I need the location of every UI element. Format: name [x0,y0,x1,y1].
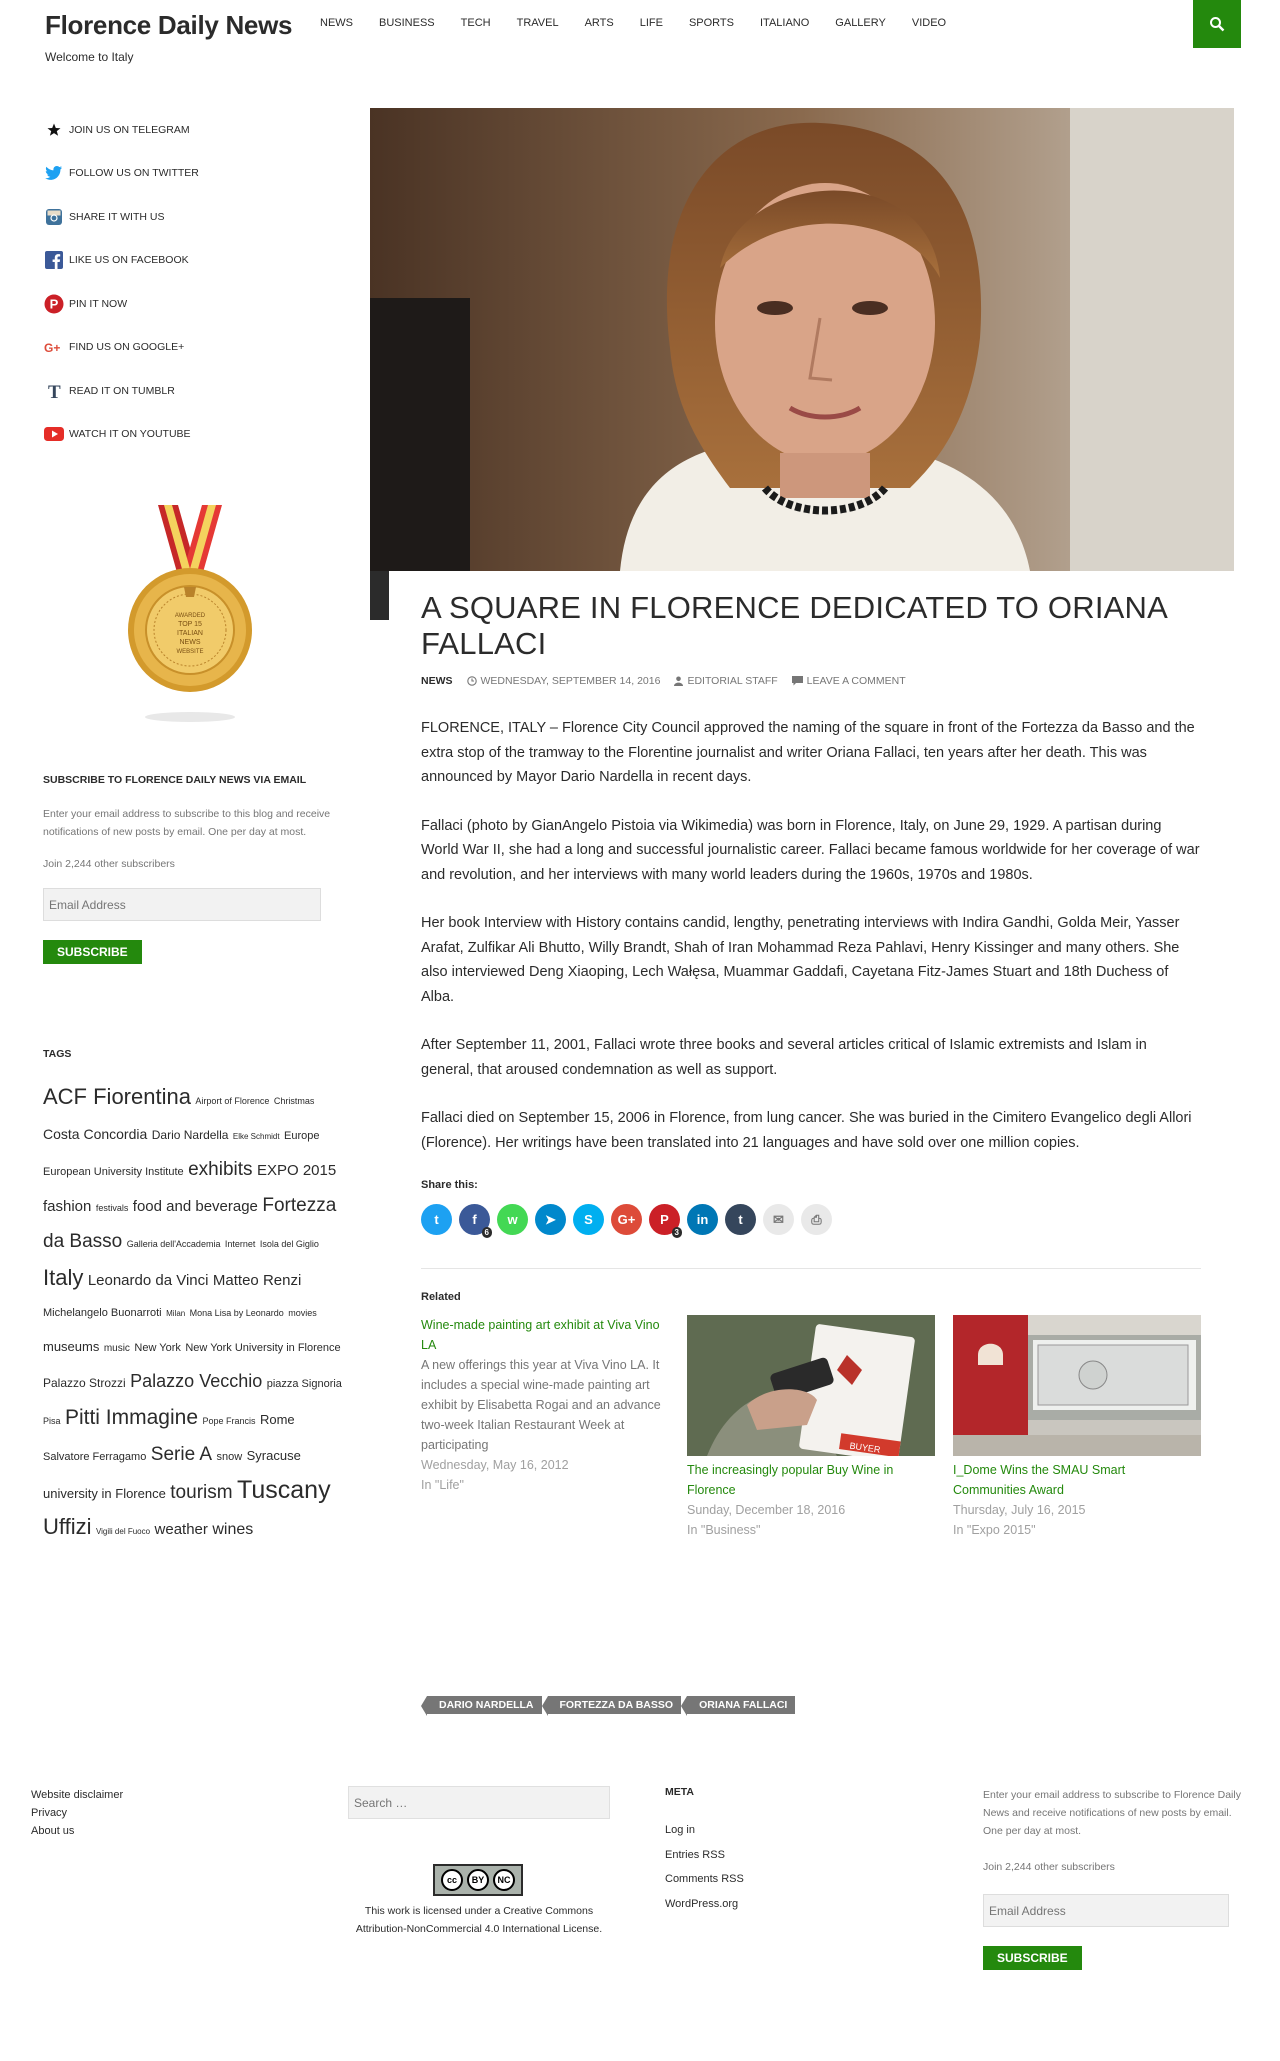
share-glyph: ➤ [545,1211,556,1227]
award-medal-image [120,505,260,725]
creative-commons-badge[interactable] [433,1864,523,1896]
related-post-context: In "Expo 2015" [953,1523,1036,1537]
share-buttons [421,1204,1201,1235]
tag-fortezza-da-basso[interactable]: FORTEZZA DA BASSO [548,1696,682,1714]
meta-entries-rss-link[interactable]: Entries RSS [665,1848,725,1861]
cc-by-icon: BY [467,1869,489,1891]
article-date: WEDNESDAY, SEPTEMBER 14, 2016 [480,675,661,687]
related-post-image[interactable] [953,1315,1201,1456]
related-label: Related [421,1291,461,1303]
tag-cloud-link[interactable]: New York University in Florence [185,1342,341,1354]
tag-cloud-link[interactable]: Europe [284,1130,320,1142]
svg-text:P: P [49,296,59,312]
tag-cloud-link[interactable]: Salvatore Ferragamo [43,1451,147,1463]
share-count: 3 [672,1227,682,1238]
related-post [687,1315,935,1540]
related-posts [421,1315,1201,1540]
tag-cloud-link[interactable]: Matteo Renzi [212,1272,302,1289]
tag-cloud-link[interactable]: Vigili del Fuoco [95,1527,151,1536]
article-paragraph: Fallaci died on September 15, 2006 in Florence, from lung cancer. She was buried in the Cimitero Evangelico degli Allori (Florence). Her writings have been translated into 21 languages and have sold over one million copies. [421,1110,1192,1151]
tag-cloud-link[interactable]: Tuscany [237,1476,331,1504]
share-glyph: w [507,1212,518,1227]
facebook-icon [44,250,64,270]
nav-life[interactable]: LIFE [639,17,663,29]
print-share-icon[interactable] [801,1204,832,1235]
tag-cloud-link[interactable]: movies [288,1308,317,1318]
site-description: Welcome to Italy [45,50,134,64]
medal-line-3: ITALIAN [177,630,203,637]
license-text: This work is licensed under a Creative Commons Attribution-NonCommercial 4.0 International License. [355,1905,603,1935]
email-share-icon[interactable] [763,1204,794,1235]
tag-oriana-fallaci[interactable]: ORIANA FALLACI [687,1696,795,1714]
share-glyph: G+ [617,1212,636,1227]
tag-cloud-link[interactable]: Airport of Florence [195,1096,270,1106]
nav-italiano[interactable]: ITALIANO [759,17,810,29]
article-title: A SQUARE IN FLORENCE DEDICATED TO ORIANA FALLACI [421,590,1167,661]
cc-icon: cc [441,1869,463,1891]
left-sidebar [44,108,344,456]
social-pinterest[interactable] [44,282,344,326]
share-glyph: t [434,1212,439,1227]
tags-widget-title: TAGS [43,1048,72,1060]
footer-subscribe-button[interactable]: SUBSCRIBE [983,1946,1082,1970]
tag-dario-nardella[interactable]: DARIO NARDELLA [427,1696,542,1714]
tag-cloud-link[interactable]: Leonardo da Vinci [87,1272,209,1289]
medal-line-5: WEBSITE [176,649,204,655]
tag-cloud-link[interactable]: Uffizi [43,1514,92,1539]
tag-cloud-link[interactable]: Mona Lisa by Leonardo [189,1308,284,1318]
social-google-plus[interactable] [44,326,344,370]
author-name: EDITORIAL STAFF [687,675,778,687]
social-label: FOLLOW US ON TWITTER [69,167,199,180]
tag-cloud-link[interactable]: Pisa [43,1416,61,1426]
whatsapp-share-icon[interactable] [497,1204,528,1235]
youtube-icon [44,424,64,444]
footer-link-privacy[interactable]: Privacy [31,1807,68,1819]
footer-search-input[interactable] [348,1786,610,1819]
tag-cloud-link[interactable]: wines [212,1521,254,1538]
tag-cloud-link[interactable]: Michelangelo Buonarroti [43,1307,162,1319]
facebook-share-icon[interactable] [459,1204,490,1235]
share-glyph: ⎙ [811,1211,822,1227]
tag-cloud [43,1080,343,1548]
related-post-context: In "Business" [687,1523,761,1537]
social-label: JOIN US ON TELEGRAM [69,123,190,136]
article-paragraph: FLORENCE, ITALY – Florence City Council approved the naming of the square in front of the Fortezza da Basso and the extra stop of the tramway to the Florentine journalist and writer Oriana Fallaci, ten years after her death. This was announced by Mayor Dario Nardella in recent days. [421,720,1195,785]
related-post-context: In "Life" [421,1478,464,1492]
tag-cloud-link[interactable]: Serie A [150,1444,213,1465]
footer-subscribe-widget [983,1786,1243,1970]
tag-cloud-link[interactable]: museums [43,1339,100,1354]
user-icon [674,676,683,686]
article-meta [421,675,1201,687]
related-post-title[interactable]: The increasingly popular Buy Wine in Florence [687,1463,894,1497]
leave-comment-link[interactable] [792,675,906,687]
related-post-date: Sunday, December 18, 2016 [687,1503,846,1517]
footer-links [31,1786,123,1840]
tag-cloud-link[interactable]: Milan [166,1309,186,1318]
instagram-icon [44,207,64,227]
svg-text:t: t [48,381,61,400]
email-field[interactable] [43,888,321,921]
social-twitter[interactable] [44,152,344,196]
footer-subscribe-description: Enter your email address to subscribe to Florence Daily News and receive notifications of new posts by email. One per day at most. [983,1789,1241,1837]
tag-cloud-link[interactable]: fashion [43,1198,92,1215]
nav-arts[interactable]: ARTS [584,17,614,29]
tag-cloud-link[interactable]: Elke Schmidt [232,1132,280,1141]
tag-cloud-link[interactable]: Rome [259,1412,295,1427]
tags-widget [43,1048,343,1548]
tag-cloud-link[interactable]: music [103,1343,130,1354]
search-toggle-button[interactable] [1193,0,1241,48]
subscribe-button[interactable]: SUBSCRIBE [43,940,142,964]
google-plus-icon [44,337,64,357]
site-header [0,0,1280,72]
clock-icon [467,676,477,686]
meta-comments-rss-link[interactable]: Comments RSS [665,1873,744,1885]
article-body [421,716,1201,1155]
tag-cloud-link[interactable]: exhibits [188,1159,253,1180]
subscribe-widget-title: SUBSCRIBE TO FLORENCE DAILY NEWS VIA EMAIL [43,774,307,786]
meta-wordpress-link[interactable]: WordPress.org [665,1897,739,1910]
author-link[interactable] [674,675,777,687]
subscriber-count: Join 2,244 other subscribers [43,858,175,870]
share-count: 6 [482,1227,492,1238]
social-label: LIKE US ON FACEBOOK [69,254,189,267]
tumblr-share-icon[interactable] [725,1204,756,1235]
twitter-icon [44,163,64,183]
cc-nc-icon: NC [493,1869,515,1891]
nav-video[interactable]: VIDEO [911,17,947,29]
tag-cloud-link[interactable]: Pope Francis [202,1416,256,1426]
footer-email-field[interactable] [983,1894,1229,1927]
comment-icon [792,676,803,686]
social-youtube[interactable] [44,413,344,457]
primary-nav [320,17,972,29]
telegram-share-icon[interactable] [535,1204,566,1235]
social-links [44,108,344,456]
tag-cloud-link[interactable]: festivals [95,1203,129,1213]
nav-sports[interactable]: SPORTS [688,17,734,29]
google-plus-share-icon[interactable] [611,1204,642,1235]
share-glyph: t [738,1212,743,1227]
meta-login-link[interactable]: Log in [665,1824,695,1836]
nav-tech[interactable]: TECH [460,17,491,29]
meta-links [665,1818,744,1916]
featured-image [370,108,1234,571]
medal-line-4: NEWS [179,639,201,646]
article-paragraph: Fallaci (photo by GianAngelo Pistoia via Wikimedia) was born in Florence, Italy, on June 29, 1929. A partisan during World War II, she had a long and successful journalistic career. Fallaci became famous worldwide for her coverage of war and revolution, and her interviews with many world leaders during the 1960s, 1970s and 1980s. [421,817,1200,883]
tag-cloud-link[interactable]: Christmas [273,1096,315,1106]
related-divider [421,1268,1201,1269]
tag-cloud-link[interactable]: Italy [43,1265,84,1290]
site-title[interactable]: Florence Daily News [45,10,293,40]
article-tags [427,1696,795,1714]
share-glyph: P [660,1212,669,1227]
tag-cloud-link[interactable]: Isola del Giglio [259,1239,319,1249]
tag-cloud-link[interactable]: Palazzo Vecchio [130,1371,263,1391]
featured-image-frame [370,571,389,620]
nav-news[interactable]: NEWS [320,17,353,29]
linkedin-share-icon[interactable] [687,1204,718,1235]
social-label: SHARE IT WITH US [69,210,165,223]
related-post-image[interactable] [687,1315,935,1456]
article-paragraph: Her book Interview with History contains candid, lengthy, penetrating interviews with Indira Gandhi, Golda Meir, Yasser Arafat, Zulfikar Ali Bhutto, Willy Brandt, Shah of Iran Mohammad Reza Pahlavi, Henry Kissinger and many others. She also interviewed Deng Xiaoping, Lech Wałęsa, Muammar Gaddafi, Cayetana Fitz-James Stuart and 18th Duchess of Alba. [421,915,1180,1005]
social-label: WATCH IT ON YOUTUBE [69,428,191,441]
twitter-share-icon[interactable] [421,1204,452,1235]
footer-link-about[interactable]: About us [31,1825,75,1837]
tag-cloud-link[interactable]: Fortezza da Basso [43,1195,337,1252]
medal-line-1: AWARDED [174,613,206,619]
social-label: READ IT ON TUMBLR [69,384,175,397]
tag-cloud-link[interactable]: food and beverage [132,1198,258,1215]
tag-cloud-link[interactable]: tourism [170,1482,233,1503]
search-icon [1209,16,1225,32]
pinterest-share-icon[interactable] [649,1204,680,1235]
related-post-title[interactable]: Wine-made painting art exhibit at Viva Vino LA [421,1318,660,1352]
leave-comment-label: LEAVE A COMMENT [806,675,906,687]
footer-meta-widget [665,1786,744,1916]
related-post-excerpt: A new offerings this year at Viva Vino LA. It includes a special wine-made painting art exhibit by Elisabetta Rogai and an advance two-week Italian Restaurant Week at participating [421,1358,661,1452]
article-paragraph: After September 11, 2001, Fallaci wrote three books and several articles critical of Islamic extremists and Islam in general, that aroused condemnation as well as support. [421,1037,1147,1078]
share-glyph: S [584,1212,593,1227]
share-glyph: f [472,1212,477,1227]
nav-travel[interactable]: TRAVEL [516,17,559,29]
related-post [421,1315,669,1540]
tag-cloud-link[interactable]: Palazzo Strozzi [43,1376,126,1390]
social-label: FIND US ON GOOGLE+ [69,341,185,354]
tag-cloud-link[interactable]: ACF Fiorentina [43,1084,191,1109]
category-link[interactable]: NEWS [421,675,453,687]
tag-cloud-link[interactable]: weather [154,1521,208,1538]
tumblr-icon [44,381,64,401]
pinterest-icon [44,294,64,314]
footer-search-widget [348,1786,610,1938]
share-glyph: ✉ [773,1211,784,1227]
medal-line-2: TOP 15 [178,621,202,628]
related-post-date: Wednesday, May 16, 2012 [421,1458,569,1472]
meta-title: META [665,1786,694,1798]
related-post [953,1315,1201,1540]
footer-subscriber-count: Join 2,244 other subscribers [983,1861,1115,1873]
nav-business[interactable]: BUSINESS [379,17,435,29]
svg-text:G+: G+ [44,341,61,355]
tag-cloud-link[interactable]: Syracuse university in Florence [43,1448,301,1501]
nav-gallery[interactable]: GALLERY [835,17,886,29]
related-image-text: BUYER [848,1440,882,1455]
related-post-title[interactable]: I_Dome Wins the SMAU Smart Communities Award [953,1463,1126,1497]
footer-link-disclaimer[interactable]: Website disclaimer [31,1789,124,1801]
social-label: PIN IT NOW [69,297,128,310]
tag-cloud-link[interactable]: Pitti Immagine [64,1406,199,1429]
tag-cloud-link[interactable]: Costa Concordia [43,1126,148,1142]
share-glyph: in [696,1212,709,1227]
tag-cloud-link[interactable]: snow [216,1451,243,1463]
subscribe-widget [43,774,343,964]
social-telegram[interactable] [44,108,344,152]
social-facebook[interactable] [44,239,344,283]
subscribe-description: Enter your email address to subscribe to this blog and receive notifications of new posts by email. One per day at most. [43,808,331,838]
social-tumblr[interactable] [44,369,344,413]
tag-cloud-link[interactable]: piazza Signoria [266,1378,342,1390]
share-label: Share this: [421,1179,478,1191]
star-icon [44,120,64,140]
tag-cloud-link[interactable]: Internet [224,1239,256,1249]
skype-share-icon[interactable] [573,1204,604,1235]
article-date-link[interactable] [467,675,661,687]
article [421,590,1201,1540]
social-instagram[interactable] [44,195,344,239]
related-post-date: Thursday, July 16, 2015 [953,1503,1086,1517]
tag-cloud-link[interactable]: Dario Nardella [151,1128,229,1142]
tag-cloud-link[interactable]: Galleria dell'Accademia [126,1239,221,1249]
tag-cloud-link[interactable]: European University Institute [43,1166,184,1178]
tag-cloud-link[interactable]: EXPO 2015 [256,1162,337,1179]
tag-cloud-link[interactable]: New York [134,1342,181,1354]
